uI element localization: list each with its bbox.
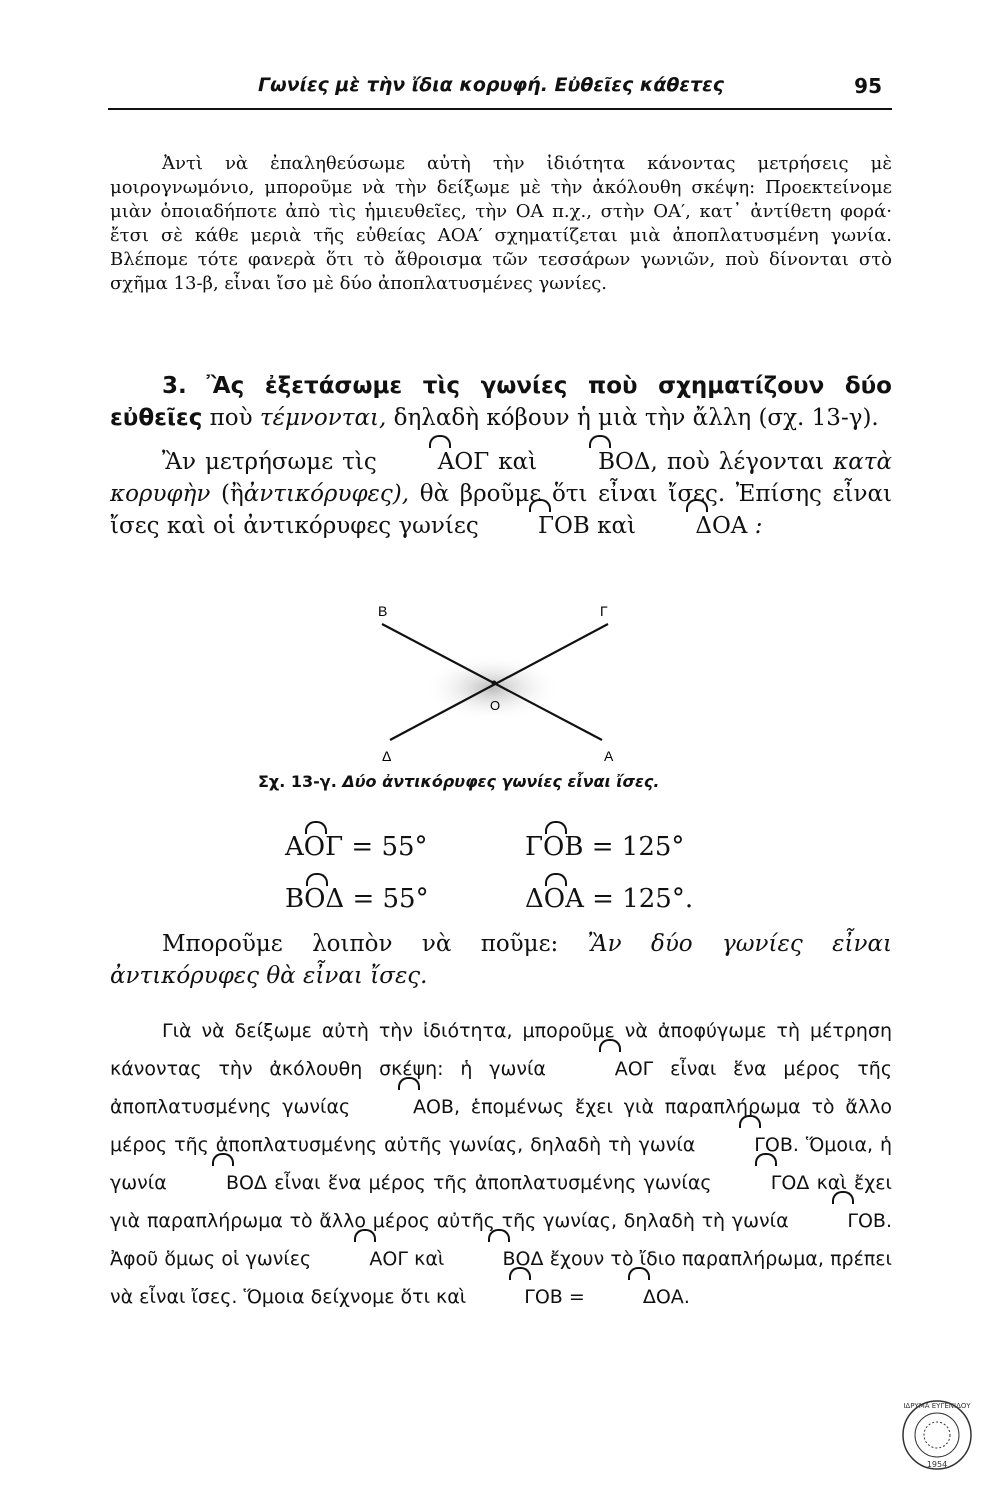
proof-t7: . Ἀφοῦ ὅμως οἱ γωνίες: [110, 1210, 892, 1270]
seal-emblem: [924, 1422, 950, 1448]
proof-angle-aog-2: ΑΟΓ: [317, 1240, 408, 1278]
proof-t4: . Ὅμοια, ἡ γωνία: [110, 1134, 893, 1194]
proof-angle-doa: ΔΟΑ: [591, 1278, 684, 1316]
body-kai-2: καὶ: [597, 513, 637, 539]
angle-gob: ΓΟΒ: [486, 510, 590, 542]
foundation-seal: [900, 1398, 974, 1472]
conclusion-text: [110, 928, 892, 992]
header-title: Γωνίες μὲ τὴν ἴδια κορυφή. Εὐθεῖες κάθετες: [258, 74, 724, 96]
heading-line2-italic: τέμνονται,: [259, 405, 387, 431]
heading-line2-a: ποὺ: [209, 405, 253, 431]
paragraph-intro: [110, 152, 892, 296]
seal-outer-ring: [903, 1401, 971, 1469]
angle-aog: ΑΟΓ: [386, 446, 489, 478]
body-end: :: [754, 513, 763, 539]
proof-angle-bod: ΒΟΔ: [174, 1164, 267, 1202]
proof-t3: , ἑπομένως ἔχει γιὰ παραπλήρωμα τὸ ἄλλο μέρος τῆς ἀποπλατυσμένης αὐτῆς γωνίας, δηλαδὴ τὴ γωνία: [110, 1096, 892, 1156]
vertex-point: [492, 681, 497, 686]
proof-t2: εἶναι ἕνα μέρος τῆς ἀποπλατυσμένης γωνίας: [110, 1058, 893, 1118]
proof-t5: εἶναι ἕνα μέρος τῆς ἀποπλατυσμένης γωνίας: [274, 1172, 712, 1194]
proof-text: [110, 1012, 892, 1316]
running-header: [108, 74, 892, 110]
caption-prefix: Σχ. 13-γ.: [258, 772, 337, 791]
equation-bod-angle: ΒΟΔ: [285, 884, 345, 914]
label-g: Γ: [600, 603, 608, 619]
section-3-heading: [110, 370, 892, 434]
section-number: 3.: [162, 373, 187, 399]
figure-caption: [258, 772, 659, 791]
section-3-body: [110, 446, 892, 542]
body-b: , ποὺ λέγονται: [650, 449, 825, 475]
proof-t1: Γιὰ νὰ δείξωμε αὐτὴ τὴν ἰδιότητα, μποροῦμε νὰ ἀποφύγωμε τὴ μέτρηση κάνοντας τὴν ἀκόλουθη σκέψη: ἡ γωνία: [110, 1020, 892, 1080]
proof-angle-gob-2: ΓΟΒ: [795, 1202, 886, 1240]
equation-gob-angle: ΓΟΒ: [525, 832, 584, 862]
heading-line2-b: δηλαδὴ κόβουν ἡ μιὰ τὴν ἄλλη (σχ. 13-γ).: [393, 405, 879, 431]
equation-doa-value: = 125°.: [592, 884, 694, 914]
equation-gob: [525, 832, 684, 862]
label-d: Δ: [382, 748, 392, 764]
proof-angle-god: ΓΟΔ: [719, 1164, 810, 1202]
conclusion-paragraph: [110, 928, 892, 992]
proof-paragraph: [110, 1012, 892, 1316]
line-go-d: [390, 624, 608, 740]
proof-t10: .: [683, 1286, 690, 1308]
conclusion-italic: Ἂν δύο γωνίες εἶναι ἀντικόρυφες θὰ εἶναι ἴσες.: [110, 931, 893, 989]
body-c: (ἢ: [220, 481, 244, 507]
equation-aog: [285, 832, 428, 862]
seal-year: 1954: [926, 1460, 948, 1469]
proof-angle-aog: ΑΟΓ: [563, 1050, 654, 1088]
seal-inner-ring: [915, 1413, 959, 1457]
body-a: Ἂν μετρήσωμε τὶς: [162, 449, 377, 475]
proof-t6: καὶ ἔχει γιὰ παραπλήρωμα τὸ ἄλλο μέρος αὐτῆς τῆς γωνίας, δηλαδὴ τὴ γωνία: [110, 1172, 892, 1232]
seal-text: ΙΔΡΥΜΑ ΕΥΓΕΝΙΔΟΥ: [903, 1402, 971, 1410]
proof-angle-aob: ΑΟΒ: [361, 1088, 454, 1126]
body-kai-1: καὶ: [498, 449, 538, 475]
page-number: 95: [854, 74, 882, 98]
body-d: θὰ βροῦμε ὅτι εἶναι ἴσες. Ἐπίσης εἶναι ἴσες καὶ οἱ ἀντικόρυφες γωνίες: [110, 481, 893, 539]
body-italic-1: κατὰ κορυφὴν: [110, 449, 892, 507]
proof-angle-gob-3: ΓΟΒ: [472, 1278, 563, 1316]
equation-gob-value: = 125°: [591, 832, 685, 862]
equation-doa: [525, 884, 693, 914]
angle-bod: ΒΟΔ: [546, 446, 650, 478]
proof-angle-gob-1: ΓΟΒ: [702, 1126, 793, 1164]
equation-aog-angle: ΑΟΓ: [285, 832, 344, 862]
equation-bod: [285, 884, 429, 914]
intro-text: Ἀντὶ νὰ ἐπαληθεύσωμε αὐτὴ τὴν ἰδιότητα κάνοντας μετρήσεις μὲ μοιρογνωμόνιο, μποροῦμε νὰ τὴν δείξωμε μὲ τὴν ἀκόλουθη σκέψη: Προεκτείνομε μιὰν ὁποιαδήποτε ἀπὸ τὶς ἡμιευθεῖες, τὴν ΟΑ π.χ., στὴν ΟΑ′, κατ᾽ ἀντίθετη φορά· ἔτσι σὲ κάθε μεριὰ τῆς εὐθείας ΑΟΑ′ σχηματίζεται μιὰ ἀποπλατυσμένη γωνία. Βλέπομε τότε φανερὰ ὅτι τὸ ἄθροισμα τῶν τεσσάρων γωνιῶν, ποὺ δίνονται στὸ σχῆμα 13-β, εἶναι ἴσο μὲ δύο ἀποπλατυσμένες γωνίες.: [110, 153, 892, 294]
section-3: [110, 370, 892, 554]
section-heading: Ἂς ἐξετάσωμε τὶς γωνίες ποὺ σχηματίζουν δύο εὐθεῖες: [110, 373, 892, 431]
equation-doa-angle: ΔΟΑ: [525, 884, 584, 914]
label-a: Α: [604, 748, 614, 764]
angle-doa: ΔΟΑ: [643, 510, 747, 542]
proof-angle-bod-2: ΒΟΔ: [451, 1240, 544, 1278]
label-b: Β: [378, 603, 388, 619]
proof-equals: =: [568, 1286, 585, 1308]
equation-aog-value: = 55°: [351, 832, 428, 862]
proof-t9: ἔχουν τὸ ἴδιο παραπλήρωμα, πρέπει νὰ εἶναι ἴσες. Ὅμοια δείχνομε ὅτι καὶ: [110, 1248, 892, 1308]
conclusion-a: Μποροῦμε λοιπὸν νὰ ποῦμε:: [162, 931, 559, 957]
caption-text: Δύο ἀντικόρυφες γωνίες εἶναι ἴσες.: [342, 772, 660, 791]
proof-t8: καὶ: [414, 1248, 445, 1270]
figure-intersecting-lines: [360, 598, 650, 768]
equation-bod-value: = 55°: [352, 884, 429, 914]
body-italic-2: ἀντικόρυφες),: [243, 481, 410, 507]
label-o: Ο: [490, 698, 501, 713]
